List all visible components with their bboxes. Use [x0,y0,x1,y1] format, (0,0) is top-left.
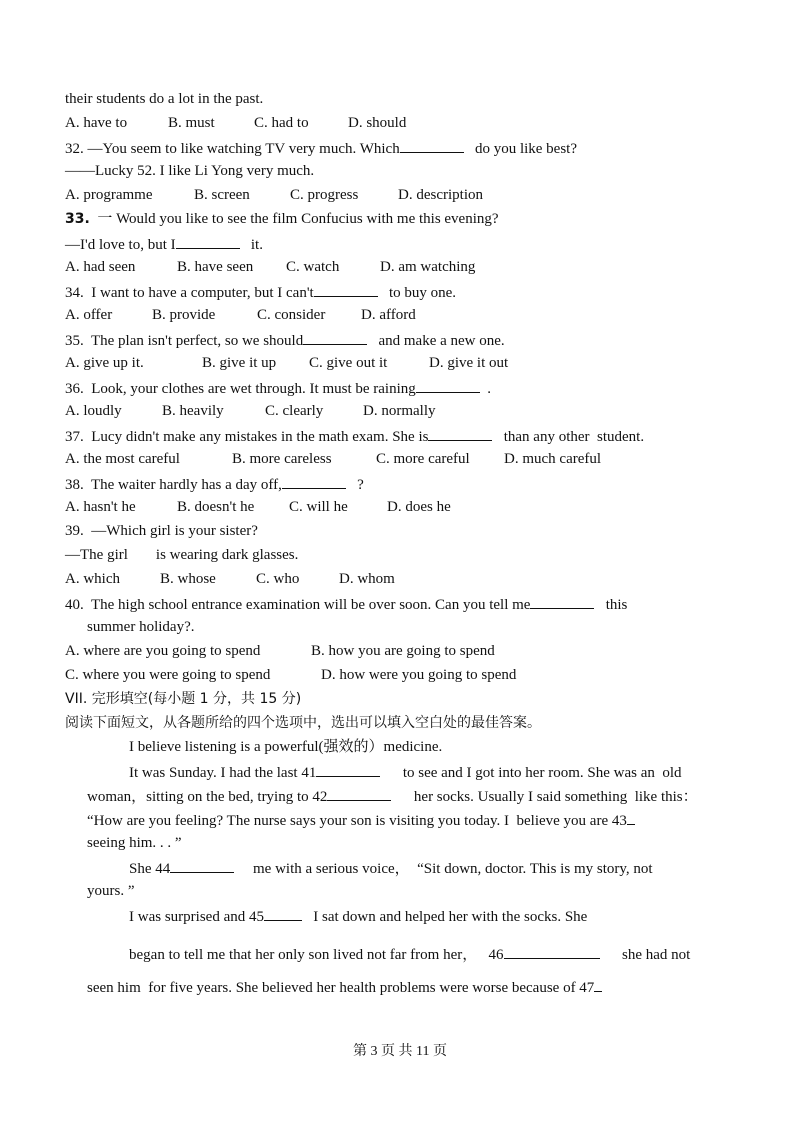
passage-line-6 [129,858,653,878]
option-c: C. more careful [376,451,470,467]
option-a: A. had seen [65,259,136,275]
option-b: B. whose [160,571,216,587]
stem-text: 32. —You seem to like watching TV very much. Which [65,141,400,157]
option-d: D. should [348,115,407,131]
question-34-stem [65,282,456,302]
question-33-reply [65,234,263,254]
option-b: B. heavily [162,403,224,419]
option-a: A. the most careful [65,451,180,467]
option-d: D. normally [363,403,436,419]
question-40-stem-cont: summer holiday?. [87,619,195,635]
cloze-blank-47 [594,977,602,992]
cloze-blank-46 [504,944,600,959]
passage-text: seen him for five years. She believed her health problems were worse because of 47 [87,980,595,996]
passage-line-1: I believe listening is a powerful(强效的）medicine. [129,739,443,755]
option-c: C. had to [254,115,309,131]
option-b: B. give it up [202,355,277,371]
passage-text: “How are you feeling? The nurse says your son is visiting you today. I believe you are 43 [87,813,627,829]
option-b: B. how you are going to spend [311,643,495,659]
option-c: C. watch [286,259,340,275]
passage-line-5: seeing him. . . ” [87,835,182,851]
stem-text: to buy one. [388,285,457,301]
question-38-options [65,498,765,516]
option-c: C. give out it [309,355,388,371]
option-a: A. hasn't he [65,499,136,515]
stem-text: it. [250,237,263,253]
option-b: B. must [168,115,215,131]
question-31-continuation: their students do a lot in the past. [65,91,264,107]
question-35-stem [65,330,505,350]
option-d: D. afford [361,307,416,323]
stem-text: —I'd love to, but I [65,237,176,253]
option-d: D. how were you going to spend [321,667,517,683]
option-c: C. consider [257,307,326,323]
answer-blank [530,594,594,609]
passage-text: to see and I got into her room. She was an old [402,765,682,781]
question-34-options [65,306,765,324]
option-a: A. have to [65,115,128,131]
stem-text: 37. Lucy didn't make any mistakes in the math exam. She is [65,429,429,445]
passage-text: her socks. Usually I said something like this： [413,789,698,805]
option-c: C. who [256,571,300,587]
option-d: D. am watching [380,259,476,275]
passage-line-2 [129,762,682,782]
option-a: A. programme [65,187,153,203]
section-heading: VII. 完形填空(每小题 1 分，共 15 分) [65,691,302,707]
option-d: D. much careful [504,451,602,467]
question-40-options-row1 [65,642,765,660]
option-a: A. offer [65,307,113,323]
question-36-stem [65,378,491,398]
stem-text: do you like best? [474,141,578,157]
option-a: A. loudly [65,403,122,419]
answer-blank [282,474,346,489]
question-33-options [65,258,765,276]
option-d: D. give it out [429,355,509,371]
passage-text: She 44 [129,861,171,877]
passage-line-3 [87,786,698,806]
cloze-blank-43 [627,810,635,825]
option-c: C. clearly [265,403,324,419]
question-39-stem: 39. —Which girl is your sister? [65,523,258,539]
cloze-blank-41 [316,762,380,777]
answer-blank [416,378,480,393]
option-a: A. where are you going to spend [65,643,261,659]
option-c: C. progress [290,187,359,203]
question-37-stem [65,426,644,446]
stem-text: 40. The high school entrance examination will be over soon. Can you tell me [65,597,531,613]
question-31-options [65,114,765,132]
option-d: D. whom [339,571,395,587]
passage-line-10 [87,977,602,997]
option-b: B. have seen [177,259,254,275]
answer-blank [314,282,378,297]
stem-text: this [605,597,628,613]
question-32-options [65,186,765,204]
page-footer: 第 3 页 共 11 页 [353,1044,447,1059]
question-40-options-row2 [65,666,765,684]
cloze-blank-45 [264,906,302,921]
option-c: C. will he [289,499,348,515]
passage-text: I sat down and helped her with the socks. She [313,909,588,925]
stem-text: 一 Would you like to see the film Confucius with me this evening? [97,211,499,227]
option-b: B. screen [194,187,250,203]
question-33-stem [65,210,499,228]
answer-blank [428,426,492,441]
option-d: D. does he [387,499,451,515]
cloze-blank-44 [170,858,234,873]
question-32-stem [65,138,577,158]
stem-text: is wearing dark glasses. [155,547,299,563]
option-c: C. where you were going to spend [65,667,271,683]
passage-text: me with a serious voice， “Sit down, doctor. This is my story, not [253,861,653,877]
question-37-options [65,450,765,468]
option-b: B. doesn't he [177,499,255,515]
answer-blank [176,234,240,249]
option-b: B. provide [152,307,216,323]
passage-line-9 [129,944,690,964]
passage-text: It was Sunday. I had the last 41 [129,765,317,781]
cloze-blank-42 [327,786,391,801]
question-32-reply: ——Lucky 52. I like Li Yong very much. [65,163,315,179]
stem-text: 35. The plan isn't perfect, so we should [65,333,304,349]
passage-line-7: yours. ” [87,883,135,899]
answer-blank [400,138,464,153]
question-35-options [65,354,765,372]
question-38-stem [65,474,364,494]
option-a: A. which [65,571,120,587]
question-36-options [65,402,765,420]
question-40-stem [65,594,627,614]
question-number: 33. [65,211,90,227]
passage-text: she had not [622,947,691,963]
passage-line-8 [129,906,587,926]
stem-text: 36. Look, your clothes are wet through. It must be raining [65,381,416,397]
stem-text: —The girl [65,547,128,563]
passage-text: woman，sitting on the bed, trying to 42 [87,789,328,805]
option-b: B. more careless [232,451,332,467]
option-d: D. description [398,187,483,203]
question-39-reply [65,546,298,564]
question-39-options [65,570,765,588]
stem-text: than any other student. [503,429,645,445]
stem-text: ? [357,477,364,493]
stem-text: 34. I want to have a computer, but I can't [65,285,314,301]
option-a: A. give up it. [65,355,144,371]
passage-text: I was surprised and 45 [129,909,264,925]
answer-blank [303,330,367,345]
section-instruction: 阅读下面短文，从各题所给的四个选项中，选出可以填入空白处的最佳答案。 [65,715,541,731]
passage-line-4 [87,810,635,830]
stem-text: and make a new one. [378,333,505,349]
stem-text: 38. The waiter hardly has a day off, [65,477,282,493]
passage-text: began to tell me that her only son lived not far from her， 46 [129,947,504,963]
stem-text: . [487,381,492,397]
